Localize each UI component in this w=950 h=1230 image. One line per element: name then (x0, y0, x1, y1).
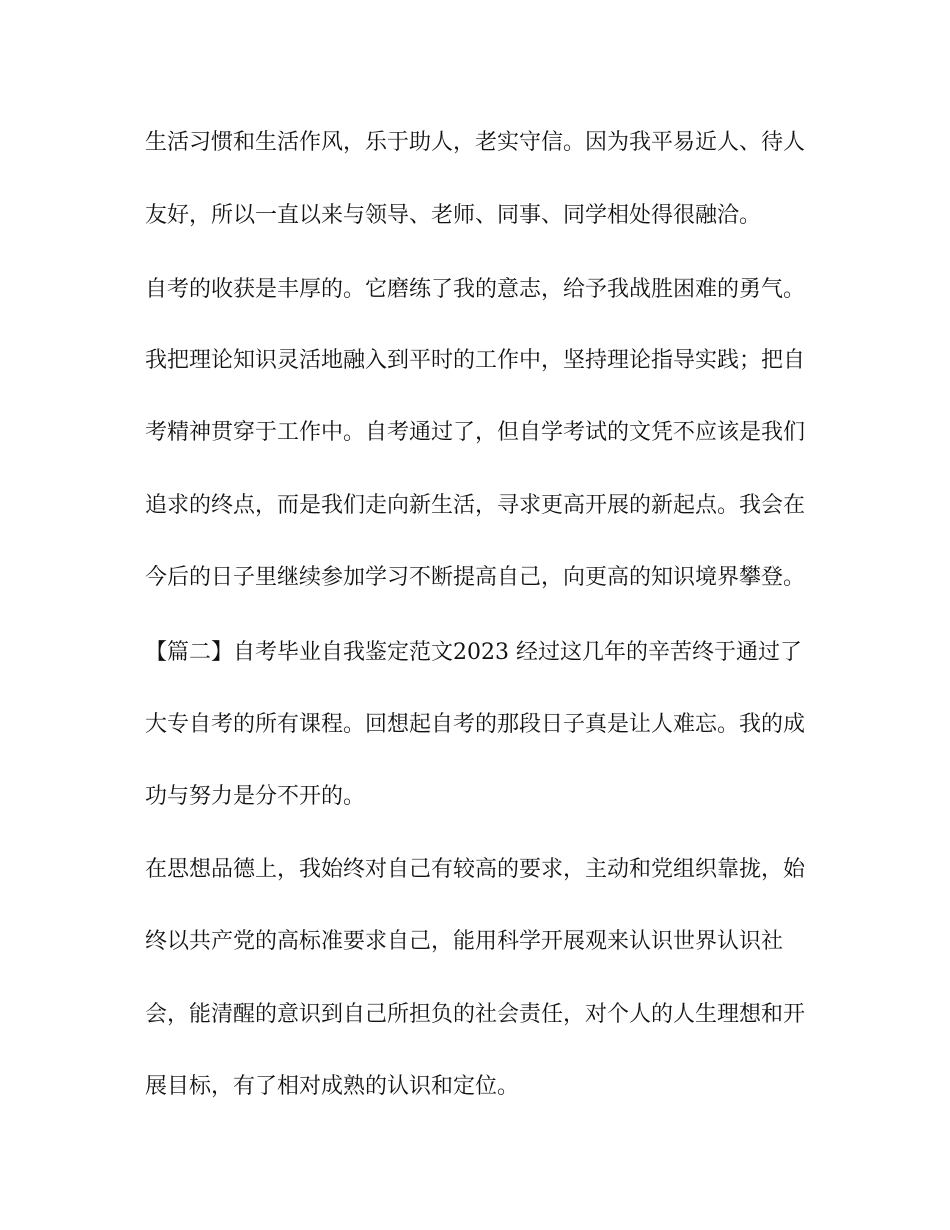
text-line: 终以共产党的高标准要求自己，能用科学开展观来认识世界认识社 (145, 929, 784, 954)
text-line: 今后的日子里继续参加学习不断提高自己，向更高的知识境界攀登。 (145, 565, 805, 590)
text-line: 自考的收获是丰厚的。它磨练了我的意志，给予我战胜困难的勇气。 (145, 277, 805, 302)
text-line: 大专自考的所有课程。回想起自考的那段日子真是让人难忘。我的成 (145, 712, 805, 737)
text-line: 功与努力是分不开的。 (145, 784, 366, 809)
text-line: 我把理论知识灵活地融入到平时的工作中，坚持理论指导实践；把自 (145, 348, 805, 373)
text-line: 展目标，有了相对成熟的认识和定位。 (145, 1074, 520, 1099)
text-line: 考精神贯穿于工作中。自考通过了，但自学考试的文凭不应该是我们 (145, 420, 805, 445)
text-line: 【篇二】自考毕业自我鉴定范文2023 经过这几年的辛苦终于通过了 (145, 640, 802, 665)
text-line: 在思想品德上，我始终对自己有较高的要求，主动和党组织靠拢，始 (145, 857, 805, 882)
text-line: 生活习惯和生活作风，乐于助人，老实守信。因为我平易近人、待人 (145, 130, 805, 155)
text-line: 追求的终点，而是我们走向新生活，寻求更高开展的新起点。我会在 (145, 493, 805, 518)
text-line: 友好，所以一直以来与领导、老师、同事、同学相处得很融洽。 (145, 203, 762, 228)
text-line: 会，能清醒的意识到自己所担负的社会责任，对个人的人生理想和开 (145, 1002, 805, 1027)
